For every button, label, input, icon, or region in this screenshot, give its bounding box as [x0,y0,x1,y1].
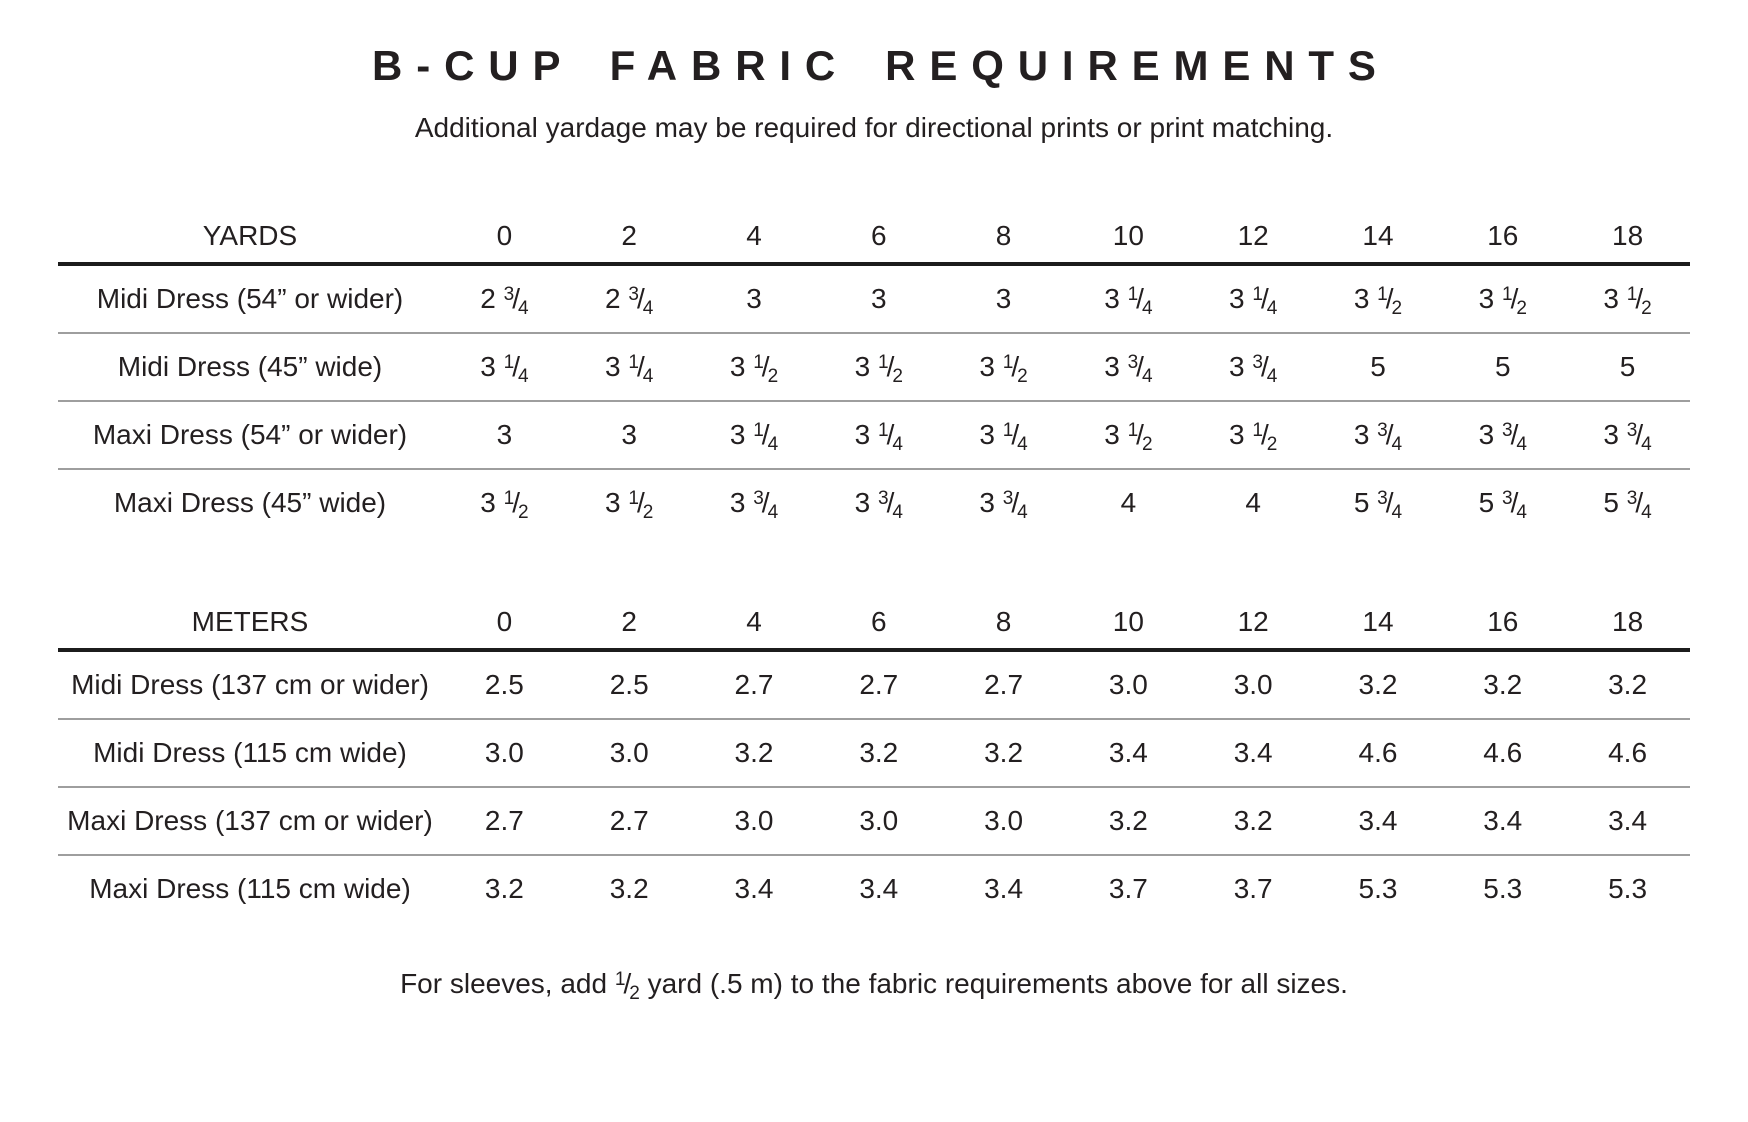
fraction-slash: / [636,351,645,382]
fraction-slash: / [636,487,645,518]
fraction-slash: / [1510,419,1519,450]
value-cell: 3 $^3/_4$ [816,469,941,536]
fraction-numerator: 1 [753,420,764,442]
fraction-numerator: 3 [1626,420,1638,442]
size-header-cell: 8 [941,206,1066,264]
fraction-denominator: 4 [517,298,529,320]
fraction-denominator: 2 [1516,298,1527,320]
value-cell: 5 $^3/_4$ [1316,469,1441,536]
fraction-numerator: 1 [877,352,889,374]
value-cell: 4 [1066,469,1191,536]
yards-table [58,206,1690,536]
fraction-slash: / [1635,283,1644,314]
fraction-numerator: 1 [1501,284,1513,306]
value-cell: 3 $^1/_2$ [1191,401,1316,469]
fraction-numerator: 3 [628,284,639,306]
fraction-denominator: 4 [892,502,903,524]
row-label: Midi Dress (54” or wider) [96,283,404,314]
fraction-slash: / [1011,351,1020,382]
value-cell: 3 $^3/_4$ [1191,333,1316,401]
value-cell: 2.7 [984,669,1024,700]
value-cell: 4 [1191,469,1316,536]
fraction-slash: / [761,419,770,450]
size-header-cell: 16 [1440,592,1565,650]
fraction-numerator: 1 [503,352,515,374]
fraction-slash: / [1510,283,1519,314]
value-cell: 3.4 [816,855,941,922]
value-cell: 2.7 [567,787,692,855]
fraction-denominator: 2 [1017,366,1028,388]
size-header-cell: 10 [1066,592,1191,650]
value-cell: 3.2 [1066,787,1191,855]
value-cell: 3.0 [692,787,817,855]
value-cell: 3 [995,283,1012,314]
fraction-denominator: 2 [1141,434,1153,456]
fraction-denominator: 4 [767,434,779,456]
value-cell: 5 [1440,333,1565,401]
row-label: Midi Dress (115 cm wide) [58,719,442,787]
fraction-numerator: 1 [1002,420,1014,442]
value-cell: 3.2 [1608,669,1648,700]
value-cell: 3 $^3/_4$ [1565,401,1690,469]
fraction-denominator: 4 [1391,434,1403,456]
value-cell: 3 $^1/_2$ [1066,401,1191,469]
fraction-denominator: 4 [1017,434,1028,456]
unit-label: YARDS [58,206,442,264]
fraction-denominator: 4 [1641,502,1652,524]
fraction-slash: / [886,351,895,382]
value-cell: 3 [442,401,567,469]
value-cell: 3 $^1/_2$ [1603,283,1652,320]
value-cell: 5.3 [1316,855,1441,922]
size-header-cell: 6 [816,206,941,264]
table-row [58,650,1690,719]
fraction-slash: / [1260,283,1269,314]
fraction-denominator: 4 [642,298,654,320]
value-cell: 3 $^1/_2$ [816,333,941,401]
size-header-cell: 0 [442,592,567,650]
row-label: Maxi Dress (115 cm wide) [58,855,442,922]
fraction-denominator: 2 [892,366,903,388]
value-cell: 3 [871,283,887,314]
value-cell: 3.0 [442,719,567,787]
fraction-slash: / [1385,283,1394,314]
fraction-numerator: 1 [1377,284,1388,306]
sleeves-note: For sleeves, add $^1/_2$ yard (.5 m) to the fabric requirements above for all sizes. [400,968,1348,1005]
table-row [58,264,1690,333]
table-row [58,787,1690,855]
size-header-cell: 16 [1440,206,1565,264]
fraction-denominator: 4 [642,366,654,388]
fraction-slash: / [623,968,632,999]
value-cell: 4.6 [1565,719,1690,787]
fraction-numerator: 3 [877,488,889,510]
table-row [58,719,1690,787]
size-header-cell: 12 [1191,206,1316,264]
fraction-slash: / [1260,419,1269,450]
fraction-slash: / [1136,283,1144,314]
fraction-numerator: 3 [1501,420,1513,442]
fraction-denominator: 4 [1266,366,1278,388]
value-cell: 3.2 [1483,669,1523,700]
table-row [58,401,1690,469]
row-label: Maxi Dress (54” or wider) [58,401,442,469]
fraction-slash: / [512,351,520,382]
fraction-denominator: 2 [767,366,779,388]
value-cell: 3.7 [1066,855,1191,922]
value-cell: 5 $^3/_4$ [1565,469,1690,536]
fraction-numerator: 1 [1252,420,1263,442]
value-cell: 3 $^1/_4$ [692,401,817,469]
fraction-numerator: 1 [1127,284,1139,306]
fraction-numerator: 1 [614,969,626,991]
size-header-cell: 14 [1316,206,1441,264]
value-cell: 3 $^3/_4$ [1440,401,1565,469]
size-header-cell: 8 [941,592,1066,650]
size-header-cell: 2 [567,592,692,650]
row-label: Midi Dress (137 cm or wider) [71,669,429,700]
value-cell: 3.4 [941,855,1066,922]
value-cell: 3.4 [1565,787,1690,855]
value-cell: 5 $^3/_4$ [1440,469,1565,536]
value-cell: 3 $^1/_4$ [442,333,567,401]
fraction-numerator: 1 [877,420,889,442]
value-cell: 3 $^1/_4$ [567,333,692,401]
fraction-slash: / [1635,419,1644,450]
value-cell: 3 $^3/_4$ [692,469,817,536]
fraction-denominator: 4 [1391,502,1403,524]
fraction-slash: / [886,487,895,518]
size-header-cell: 2 [567,206,692,264]
row-label: Midi Dress (45” wide) [58,333,442,401]
value-cell: 5 [1565,333,1690,401]
value-cell: 3 $^1/_2$ [941,333,1066,401]
page-subtitle: Additional yardage may be required for directional prints or print matching. [414,112,1334,143]
fraction-numerator: 1 [1127,420,1139,442]
value-cell: 3 $^1/_4$ [1104,283,1153,320]
fraction-numerator: 1 [503,488,515,510]
value-cell: 5.3 [1565,855,1690,922]
value-cell: 2.7 [859,669,899,700]
fraction-denominator: 2 [629,983,640,1005]
fraction-slash: / [1011,487,1020,518]
value-cell: 3.4 [1191,719,1316,787]
fraction-slash: / [1136,351,1144,382]
size-header-cell: 4 [692,592,817,650]
fraction-denominator: 2 [1391,298,1403,320]
value-cell: 3.2 [442,855,567,922]
size-header-cell: 18 [1565,592,1690,650]
value-cell: 3.7 [1191,855,1316,922]
fraction-numerator: 3 [1377,488,1388,510]
value-cell: 4.6 [1440,719,1565,787]
fraction-numerator: 3 [1501,488,1513,510]
fraction-denominator: 2 [1266,434,1278,456]
value-cell: 3.0 [567,719,692,787]
fraction-denominator: 4 [1017,502,1028,524]
fraction-numerator: 3 [1002,488,1014,510]
value-cell: 3.2 [941,719,1066,787]
value-cell: 3.0 [941,787,1066,855]
fraction-slash: / [1635,487,1644,518]
fraction-numerator: 1 [753,352,764,374]
value-cell: 3 $^3/_4$ [1316,401,1441,469]
fraction-numerator: 3 [1626,488,1638,510]
value-cell: 4.6 [1316,719,1441,787]
fraction-numerator: 3 [753,488,764,510]
value-cell: 3 $^1/_4$ [816,401,941,469]
value-cell: 3.0 [1233,669,1273,700]
fraction-denominator: 4 [517,366,529,388]
value-cell: 3 $^1/_2$ [1353,283,1403,320]
value-cell: 2 $^3/_4$ [480,283,529,320]
value-cell: 2.5 [609,669,649,700]
fraction-slash: / [1136,419,1144,450]
value-cell: 3.4 [1066,719,1191,787]
fraction-slash: / [1260,351,1269,382]
fraction-denominator: 4 [767,502,779,524]
fraction-denominator: 4 [1516,434,1527,456]
value-cell: 3 $^1/_2$ [442,469,567,536]
page-title: B-CUP FABRIC REQUIREMENTS [372,42,1390,89]
value-cell: 3 $^1/_2$ [1478,283,1527,320]
size-header-cell: 18 [1565,206,1690,264]
fraction-numerator: 3 [1252,352,1263,374]
table-row [58,469,1690,536]
fraction-slash: / [636,283,645,314]
fraction-numerator: 3 [503,284,515,306]
value-cell: 3 $^1/_2$ [567,469,692,536]
value-cell: 3 $^1/_4$ [1229,283,1278,320]
value-cell: 2.7 [442,787,567,855]
fraction-slash: / [512,487,520,518]
value-cell: 3 $^1/_4$ [941,401,1066,469]
table-row [58,333,1690,401]
unit-label: METERS [58,592,442,650]
size-header-row [58,592,1690,650]
row-label: Maxi Dress (45” wide) [58,469,442,536]
fraction-denominator: 4 [1641,434,1652,456]
fraction-numerator: 3 [1127,352,1139,374]
value-cell: 3 $^1/_2$ [692,333,817,401]
fraction-denominator: 4 [1141,298,1153,320]
value-cell: 3 $^3/_4$ [941,469,1066,536]
fraction-denominator: 4 [892,434,903,456]
value-cell: 2.5 [484,669,524,700]
fraction-denominator: 2 [642,502,654,524]
size-header-cell: 4 [692,206,817,264]
fraction-numerator: 3 [1377,420,1388,442]
fraction-slash: / [1385,487,1394,518]
fraction-slash: / [886,419,895,450]
value-cell: 3.2 [1358,669,1398,700]
value-cell: 3.4 [1440,787,1565,855]
value-cell: 5 [1316,333,1441,401]
fraction-denominator: 4 [1516,502,1527,524]
fraction-denominator: 4 [1141,366,1153,388]
value-cell: 5.3 [1440,855,1565,922]
row-label: Maxi Dress (137 cm or wider) [58,787,442,855]
table-row [58,855,1690,922]
fraction-slash: / [761,351,770,382]
value-cell: 3.2 [692,719,817,787]
fraction-slash: / [761,487,770,518]
value-cell: 3.2 [1191,787,1316,855]
value-cell: 3 $^3/_4$ [1066,333,1191,401]
fraction-slash: / [1011,419,1020,450]
size-header-cell: 6 [816,592,941,650]
fraction-denominator: 4 [1266,298,1278,320]
value-cell: 3.0 [816,787,941,855]
fraction-denominator: 2 [517,502,529,524]
fraction-slash: / [1385,419,1394,450]
fraction-denominator: 2 [1641,298,1652,320]
fraction-numerator: 1 [1252,284,1263,306]
value-cell: 3.2 [816,719,941,787]
size-header-row [58,206,1690,264]
fraction-numerator: 1 [628,352,639,374]
value-cell: 2.7 [734,669,774,700]
fraction-slash: / [512,283,520,314]
fraction-numerator: 1 [1002,352,1014,374]
fraction-numerator: 1 [1626,284,1638,306]
size-header-cell: 14 [1316,592,1441,650]
value-cell: 3.2 [567,855,692,922]
size-header-cell: 0 [442,206,567,264]
fraction-numerator: 1 [628,488,639,510]
value-cell: 3.4 [1316,787,1441,855]
value-cell: 3 [746,283,762,314]
value-cell: 3 [567,401,692,469]
fraction-slash: / [1510,487,1519,518]
size-header-cell: 10 [1066,206,1191,264]
value-cell: 3.4 [692,855,817,922]
value-cell: 2 $^3/_4$ [605,283,654,320]
meters-table [58,592,1690,922]
tables-container [58,206,1690,922]
size-header-cell: 12 [1191,592,1316,650]
value-cell: 3.0 [1108,669,1148,700]
